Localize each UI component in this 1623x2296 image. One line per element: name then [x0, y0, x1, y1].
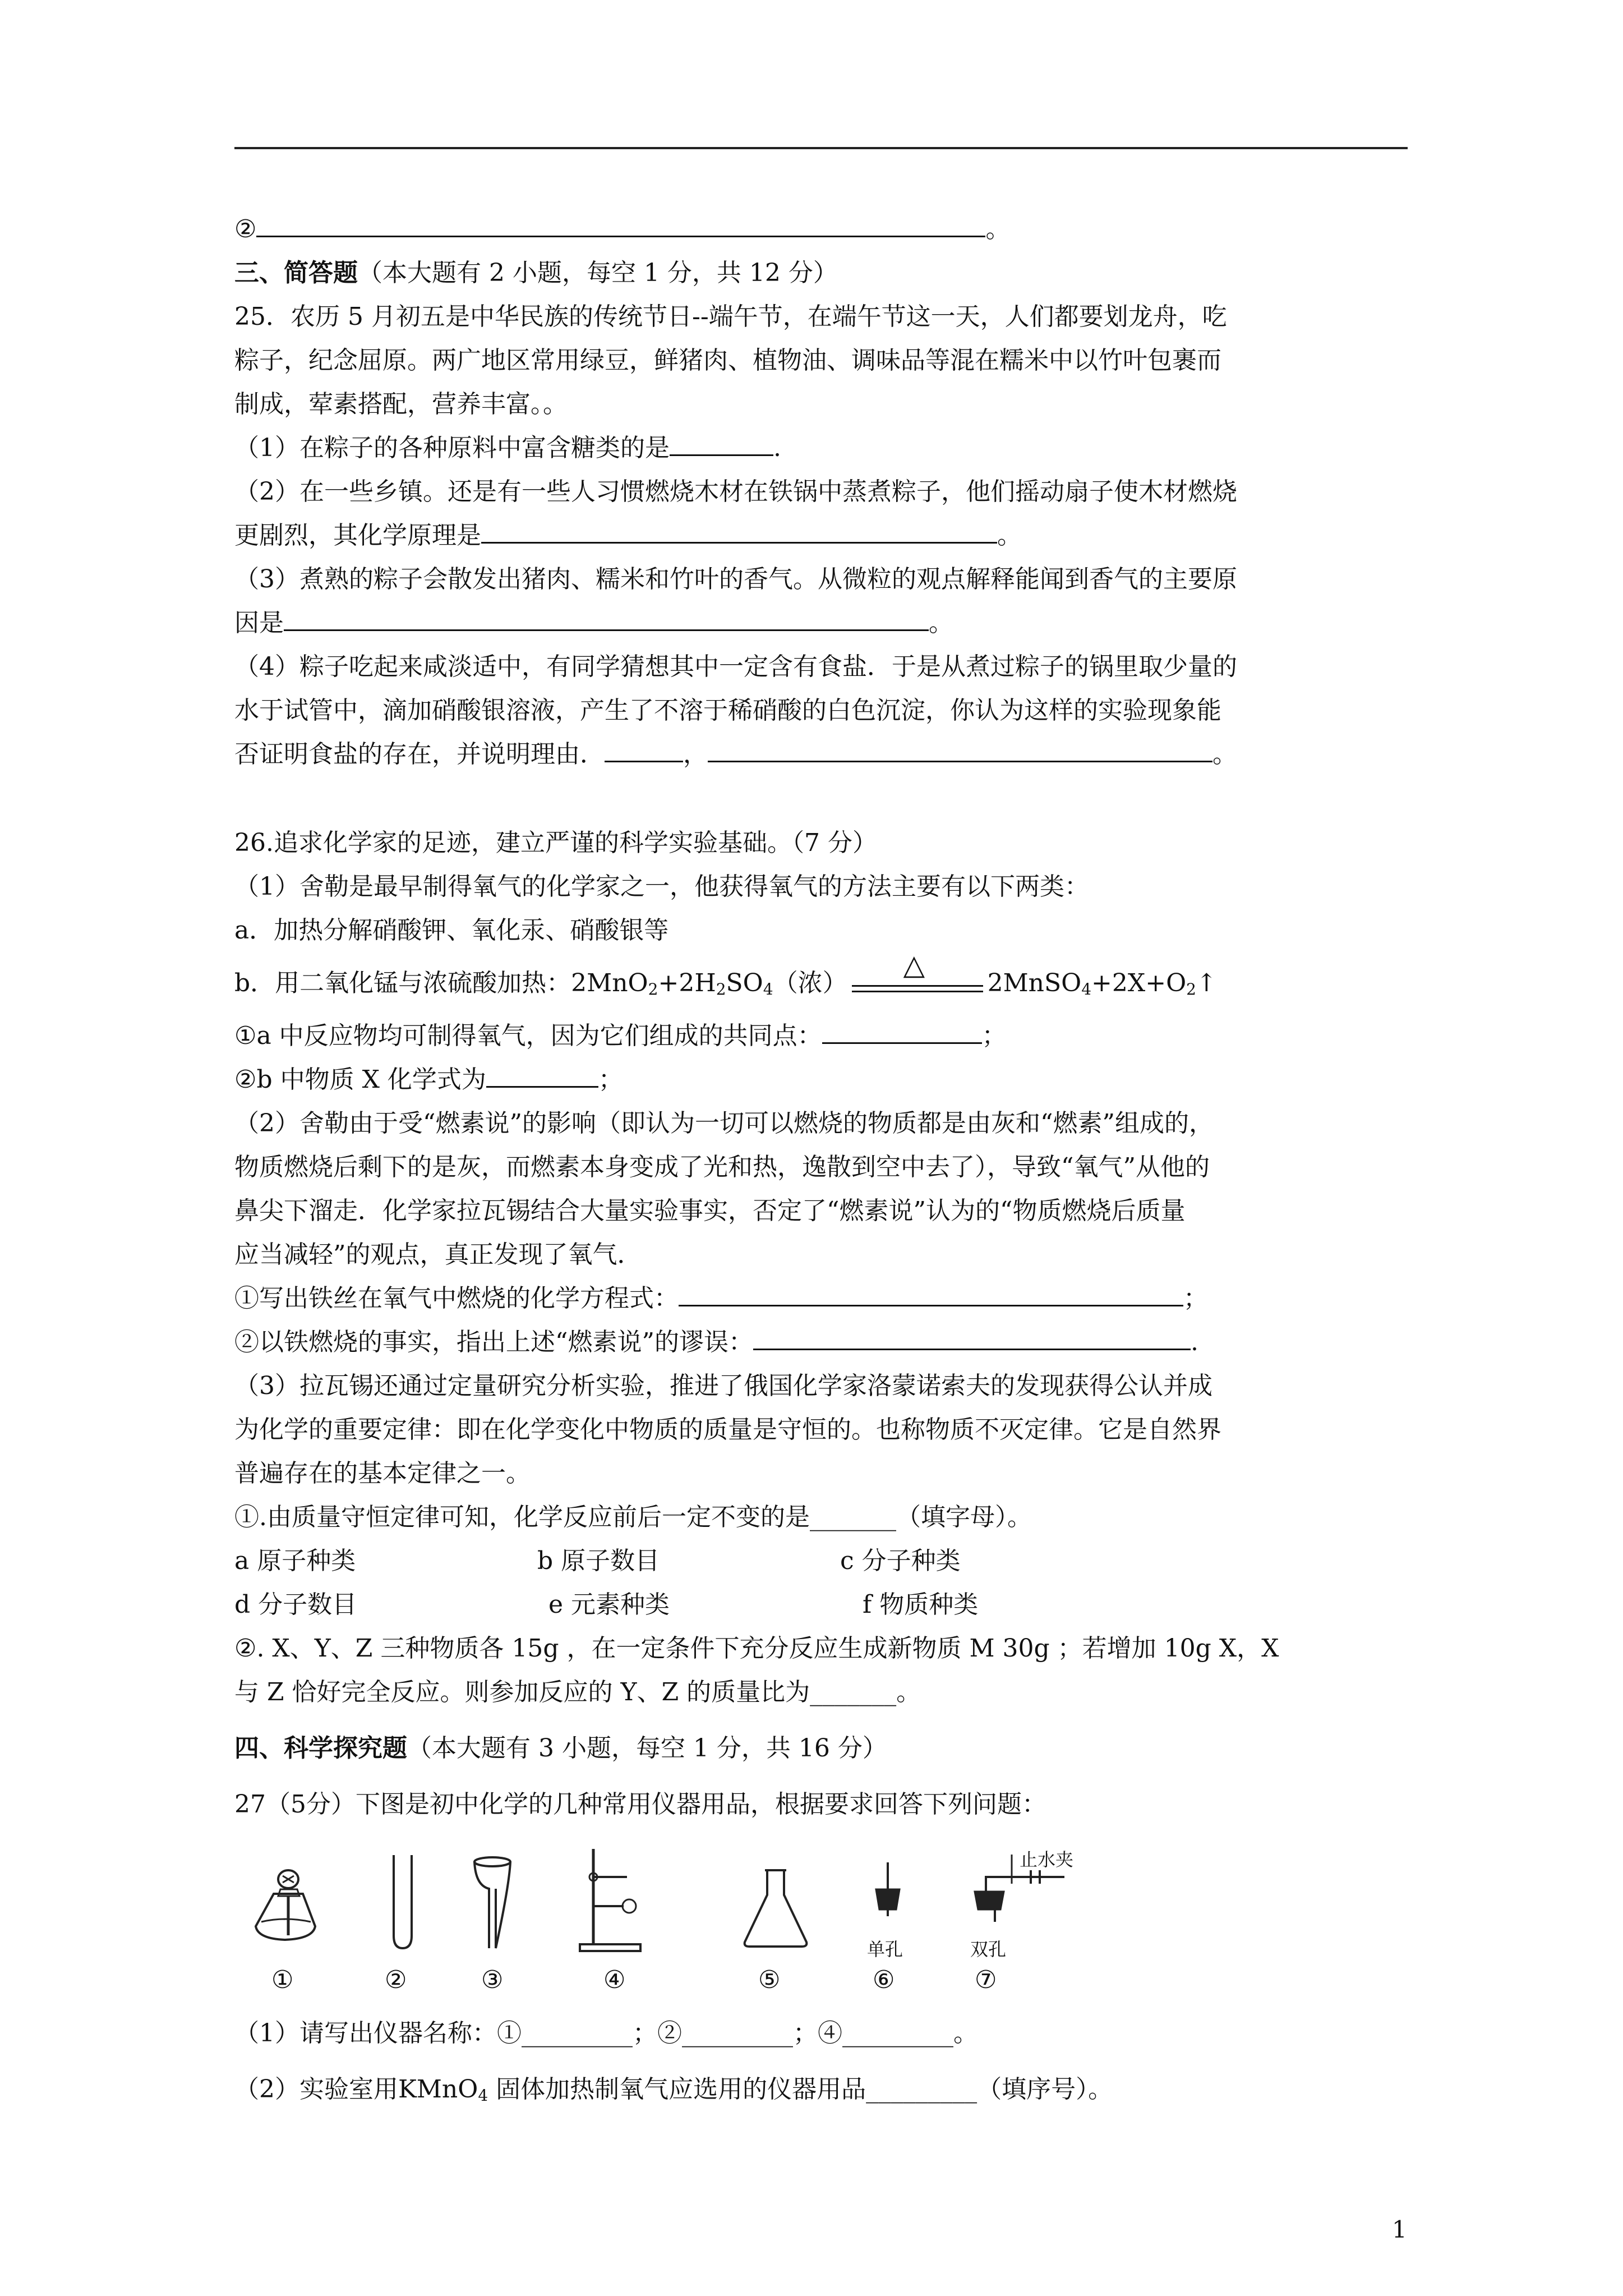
q26-part3-line: 普遍存在的基本定律之一。: [234, 1459, 531, 1488]
q25-part2-answer: 更剧烈，其化学原理是 。: [234, 514, 1418, 558]
answer-blank[interactable]: [605, 737, 683, 762]
q26-part3-line: （3）拉瓦锡还通过定量研究分析实验，推进了俄国化学家洛蒙诺索夫的发现获得公认并成: [234, 1372, 1212, 1400]
q26-s2: ②b 中物质 X 化学式为 ；: [234, 1058, 1418, 1102]
section-4-heading: [234, 1727, 1418, 1770]
q25-text-line: 25．农历 5 月初五是中华民族的传统节日--端午节，在端午节这一天，人们都要划龙舟，吃: [234, 302, 1227, 331]
figure-number: ⑤: [758, 1966, 781, 1994]
lab-apparatus-figure: [234, 1838, 1418, 2006]
answer-blank[interactable]: [708, 737, 1212, 762]
header-rule: [234, 147, 1408, 149]
single-hole-stopper-icon: [868, 1860, 907, 1927]
q26-options-row: [234, 1539, 1418, 1583]
q25-part2-line: （2）在一些乡镇。还是有一些人习惯燃烧木材在铁锅中蒸煮粽子，他们摇动扇子使木材燃烧: [234, 477, 1237, 506]
answer-blank[interactable]: [256, 212, 985, 237]
q25-part3-line: （3）煮熟的粽子会散发出猪肉、糯米和竹叶的香气。从微粒的观点解释能闻到香气的主要原: [234, 565, 1237, 593]
iron-stand-icon: [571, 1843, 649, 1955]
answer-blank[interactable]: [679, 1281, 1183, 1306]
gas-up-arrow-icon: ↑: [1196, 969, 1217, 997]
clamp-label: 止水夹: [1020, 1849, 1074, 1870]
option-d: d 分子数目: [234, 1590, 357, 1619]
section-title: 三、简答题: [234, 259, 358, 287]
q26-mass-q2: 与 Z 恰好完全反应。则参加反应的 Y、Z 的质量比为_______。: [234, 1678, 921, 1706]
funnel-icon: [470, 1852, 515, 1953]
section-note: （本大题有 2 小题，每空 1 分，共 12 分）: [358, 259, 838, 287]
q26-part3-line: 为化学的重要定律：即在化学变化中物质的质量是守恒的。也称物质不灭定律。它是自然界: [234, 1415, 1221, 1444]
section-note: （本大题有 3 小题，每空 1 分，共 16 分）: [407, 1734, 887, 1763]
q25-part1: （1）在粽子的各种原料中富含糖类的是 .: [234, 426, 1418, 470]
answer-blank[interactable]: [284, 606, 929, 631]
answer-blank[interactable]: [822, 1019, 982, 1044]
q26-mass-q2: ②. X、Y、Z 三种物质各 15g ，在一定条件下充分反应生成新物质 M 30g ；若增加 10g X，X: [234, 1634, 1279, 1663]
q27-title: 27（5分）下图是初中化学的几种常用仪器用品，根据要求回答下列问题：: [234, 1790, 1046, 1819]
answer-blank[interactable]: [481, 518, 997, 544]
alcohol-lamp-icon: [246, 1860, 324, 1950]
q27-part2: （2）实验室用KMnO$_4$ 固体加热制氧气应选用的仪器用品_________（填序号）。: [234, 2075, 1113, 2105]
answer-blank[interactable]: [753, 1325, 1191, 1350]
answer-blank[interactable]: [486, 1062, 598, 1088]
section-title: 四、科学探究题: [234, 1734, 407, 1763]
q26-write-1: ①写出铁丝在氧气中燃烧的化学方程式： ；: [234, 1277, 1418, 1320]
q25-text-line: 粽子，纪念屈原。两广地区常用绿豆，鲜猪肉、植物油、调味品等混在糯米中以竹叶包裹而: [234, 346, 1221, 375]
q27-part1: （1）请写出仪器名称：①_________；②_________；④_________。: [234, 2019, 978, 2047]
test-tube-icon: [386, 1852, 419, 1953]
q26-mass-q1: ①.由质量守恒定律可知，化学反应前后一定不变的是_______（填字母）。: [234, 1503, 1032, 1531]
option-b: b 原子数目: [537, 1547, 660, 1575]
equation-right: $2MnSO_4+2X+O_2$: [987, 969, 1196, 999]
q26-equation: b．用二氧化锰与浓硫酸加热：$2MnO_2+2H_2SO_4$（浓） △ $2MnSO_4+2X+O_2↑$: [234, 953, 1418, 1014]
figure-number: ②: [385, 1966, 407, 1994]
exam-page: [234, 208, 1418, 2118]
q25-part4-line: （4）粽子吃起来咸淡适中，有同学猜想其中一定含有食盐．于是从煮过粽子的锅里取少量的: [234, 652, 1237, 681]
equation-left: $2MnO_2+2H_2SO_4$（浓）: [571, 969, 847, 999]
figure-number: ①: [271, 1966, 294, 1994]
option-e: e 元素种类: [548, 1590, 670, 1619]
option-c: c 分子种类: [840, 1547, 961, 1575]
double-hole-label: 双孔: [970, 1939, 1007, 1960]
q25-text-line: 制成，荤素搭配，营养丰富。。: [234, 390, 568, 418]
conical-flask-icon: [739, 1866, 812, 1950]
q26-option-a: a．加热分解硝酸钾、氧化汞、硝酸银等: [234, 916, 669, 945]
option-a: a 原子种类: [234, 1547, 356, 1575]
figure-number: ④: [603, 1966, 626, 1994]
q26-part2-line: 物质燃烧后剩下的是灰，而燃素本身变成了光和热，逸散到空中去了），导致“氧气”从他的: [234, 1153, 1210, 1181]
single-hole-label: 单孔: [867, 1939, 903, 1960]
q25-part3-answer: 因是 。: [234, 601, 1418, 645]
reaction-arrow: [847, 948, 988, 1002]
q26-part2-line: 鼻尖下溜走．化学家拉瓦锡结合大量实验事实，否定了“燃素说”认为的“物质燃烧后质量: [234, 1197, 1186, 1225]
q26-part1: （1）舍勒是最早制得氧气的化学家之一，他获得氧气的方法主要有以下两类：: [234, 872, 1089, 901]
answer-blank[interactable]: [670, 431, 773, 456]
figure-number: ③: [481, 1966, 504, 1994]
q26-part2-line: （2）舍勒由于受“燃素说”的影响（即认为一切可以燃烧的物质都是由灰和“燃素”组成的，: [234, 1109, 1214, 1138]
q26-title: 26.追求化学家的足迹，建立严谨的科学实验基础。（7 分）: [234, 829, 877, 857]
page-number: 1: [1392, 2216, 1407, 2243]
figure-number: ⑦: [975, 1966, 997, 1994]
q26-write-2: ②以铁燃烧的事实，指出上述“燃素说”的谬误： .: [234, 1320, 1418, 1364]
heat-symbol: △: [903, 948, 925, 981]
circle-number: ②: [234, 215, 257, 243]
q26-options-row: [234, 1583, 1418, 1627]
q26-s1: ①a 中反应物均可制得氧气，因为它们组成的共同点： ；: [234, 1014, 1418, 1058]
section-3-heading: [234, 251, 1418, 295]
answer-line-2: ② 。: [234, 208, 1418, 251]
option-f: f 物质种类: [863, 1590, 979, 1619]
q26-part2-line: 应当减轻”的观点，真正发现了氧气．: [234, 1240, 642, 1269]
q25-part4-answer: 否证明食盐的存在，并说明理由． ， 。: [234, 733, 1418, 776]
q25-part4-line: 水于试管中，滴加硝酸银溶液，产生了不溶于稀硝酸的白色沉淀，你认为这样的实验现象能: [234, 696, 1221, 725]
figure-number: ⑥: [873, 1966, 895, 1994]
